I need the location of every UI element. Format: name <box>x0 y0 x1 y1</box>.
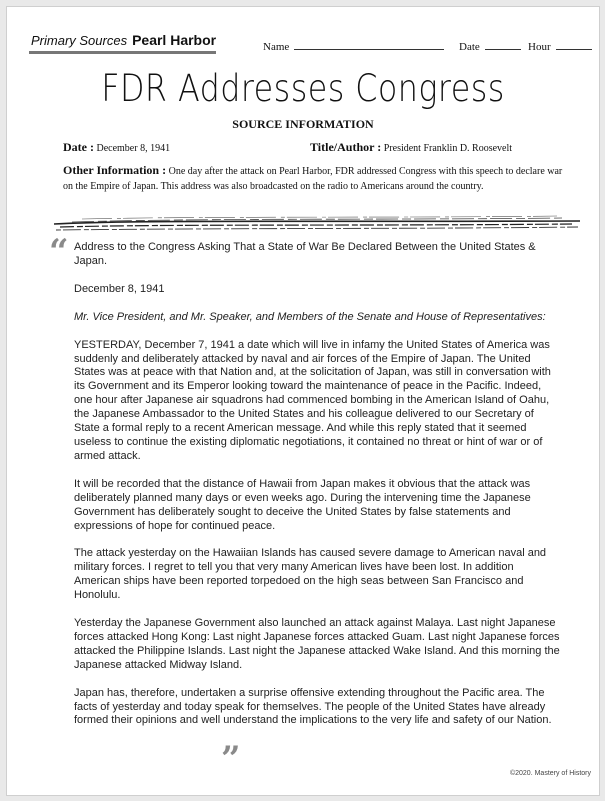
series-label: Primary Sources <box>31 33 128 48</box>
series-underline <box>29 51 216 54</box>
brush-divider <box>52 212 582 234</box>
speech-salutation: Mr. Vice President, and Mr. Speaker, and Members of the Senate and House of Representatives: <box>74 310 546 323</box>
speech-paragraph: It will be recorded that the distance of Hawaii from Japan makes it obvious that the attack was deliberately planned many days or even weeks ago. During the intervening time the Japanese Government has deliberately sought to deceive the United States by false statements and expressions of hope for continued peace. <box>74 477 531 532</box>
title-author-label: Title/Author : <box>310 140 382 154</box>
speech-paragraph: Yesterday the Japanese Government also launched an attack against Malaya. Last night Japanese forces attacked Hong Kong: Last night Japanese forces attacked Guam. Last night Japanese forces attacked the Philippine Islands. Last night the Japanese attacked Wake Island. And this morning the Japanese attacked Midway Island. <box>74 617 560 671</box>
other-information <box>63 163 563 194</box>
series-topic: Pearl Harbor <box>132 32 217 48</box>
open-quote-icon: “ <box>49 232 69 272</box>
page-title: FDR Addresses Congress <box>101 67 505 110</box>
speech-text <box>74 241 561 742</box>
date-blank[interactable] <box>485 40 521 50</box>
source-info-heading: SOURCE INFORMATION <box>232 117 374 131</box>
date-field[interactable] <box>459 40 521 53</box>
other-info-label: Other Information : <box>63 163 167 177</box>
date-label: Date <box>459 41 480 53</box>
name-label: Name <box>263 41 290 53</box>
name-field[interactable] <box>263 40 444 53</box>
speech-paragraph: Japan has, therefore, undertaken a surprise offensive extending throughout the Pacific area. The facts of yesterday and today speak for themselves. The people of the United States have already formed their opinions and well understand the implications to the very life and safety of our Nation. <box>74 686 552 727</box>
title-author-meta <box>310 140 512 155</box>
date-meta-label: Date : <box>63 140 94 154</box>
hour-label: Hour <box>528 41 551 53</box>
hour-blank[interactable] <box>556 40 592 50</box>
series-header <box>31 32 216 48</box>
date-meta-value: December 8, 1941 <box>96 143 171 154</box>
speech-paragraph: The attack yesterday on the Hawaiian Islands has caused severe damage to American naval and military forces. I regret to tell you that very many American lives have been lost. In addition American ships have been reported torpedoed on the high seas between San Francisco and Honolulu. <box>74 547 547 602</box>
other-info-value: One day after the attack on Pearl Harbor, FDR addressed Congress with this speech to declare war on the Empire of Japan. This address was also broadcasted on the radio to Americans around the country. <box>63 166 563 192</box>
name-blank[interactable] <box>294 40 444 50</box>
date-meta <box>63 140 170 155</box>
speech-heading: Address to the Congress Asking That a State of War Be Declared Between the United States & Japan. <box>74 241 536 267</box>
hour-field[interactable] <box>528 40 592 53</box>
speech-date: December 8, 1941 <box>74 282 165 295</box>
title-author-value: President Franklin D. Roosevelt <box>383 143 513 154</box>
worksheet-page <box>6 6 600 796</box>
close-quote-icon: ” <box>221 739 241 779</box>
speech-paragraph: YESTERDAY, December 7, 1941 a date which will live in infamy the United States of America was suddenly and deliberately attacked by naval and air forces of the Empire of Japan. The United States was at peace with that Nation and, at the solicitation of Japan, was still in conversation with its Government and its Emperor looking toward the maintenance of peace in the Pacific. Indeed, one hour after Japanese air squadrons had commenced bombing in the American Island of Oahu, the Japanese Ambassador to the United States and his colleague delivered to our Secretary of State a formal reply to a recent American message. And while this reply stated that it seemed useless to continue the existing diplomatic negotiations, it contained no threat or hint of war or of armed attack. <box>74 338 551 462</box>
copyright-notice: ©2020. Mastery of History <box>509 770 591 777</box>
